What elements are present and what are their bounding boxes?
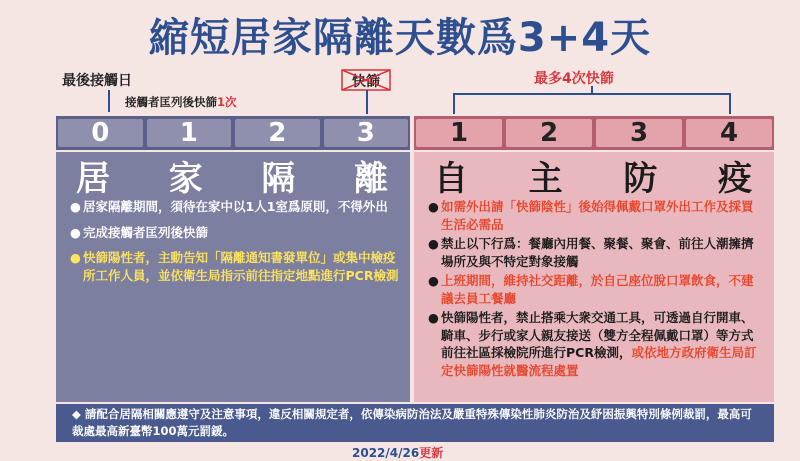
bullet-icon: ● <box>428 273 439 288</box>
item-text: 完成接觸者匡列後快篩 <box>83 224 209 240</box>
title-char: 自 <box>434 158 468 199</box>
item-text: 禁止以下行爲：餐廳內用餐、聚餐、聚會、前往人潮擁擠場所及與不特定對象接觸 <box>441 236 754 269</box>
last-contact-label: 最後接觸日 <box>62 73 132 89</box>
cross-out-icon <box>341 69 391 91</box>
contact-test-label <box>125 94 237 110</box>
bullet-icon: ● <box>428 236 439 251</box>
title-char: 主 <box>528 158 563 199</box>
home-isolation-list <box>56 198 410 284</box>
self-prevention-panel <box>414 152 774 402</box>
list-item <box>428 235 764 270</box>
day-cell: 3 <box>324 119 409 147</box>
item-text: 快篩陽性者，禁止搭乘大衆交通工具，可透過自行開車、騎車、步行或家人親友接送（雙方全程佩戴口罩）等方式前往社區採檢院所進行PCR檢測， <box>441 310 754 360</box>
home-isolation-title <box>56 152 410 198</box>
bullet-icon: ● <box>70 250 81 265</box>
max-tests-bracket <box>452 86 732 116</box>
title-char: 防 <box>623 158 658 199</box>
penalty-notice: ◆ 請配合居隔相關應遵守及注意事項，違反相關規定者，依傳染病防治法及嚴重特殊傳染性肺炎防治及紓困振興特別條例裁罰，最高可裁處最高新臺幣100萬元罰鍰。 <box>56 404 774 442</box>
item-text: 居家隔離期間，須待在家中以1人1室爲原則，不得外出 <box>83 199 388 214</box>
isolation-day-row <box>56 116 410 150</box>
day-cell: 1 <box>416 119 502 147</box>
update-label: 更新 <box>419 446 444 460</box>
contact-test-count: 1次 <box>217 95 237 109</box>
day-cell: 3 <box>596 119 682 147</box>
contact-test-prefix: 接觸者匡列後快篩 <box>125 95 217 109</box>
self-prevention-list <box>414 198 774 379</box>
list-item <box>428 272 764 307</box>
title-char: 疫 <box>717 158 752 199</box>
title-char: 居 <box>76 158 110 199</box>
title-char: 家 <box>168 158 203 199</box>
item-text: 上班期間，維持社交距離，於自己座位脫口罩飲食，不建議去員工餐廳 <box>441 273 754 306</box>
page-title: 縮短居家隔離天數爲3+4天 <box>148 15 652 61</box>
title-char: 離 <box>353 158 388 199</box>
bullet-icon: ● <box>70 199 81 214</box>
list-item <box>428 309 764 379</box>
item-text: 快篩陽性者，主動告知「隔離通知書發單位」或集中檢疫所工作人員，並依衛生局指示前往指定地點進行PCR檢測 <box>83 250 399 283</box>
day-cell: 2 <box>506 119 592 147</box>
update-date-text: 2022/4/26 <box>352 446 420 460</box>
title-char: 隔 <box>261 158 296 199</box>
day-cell: 4 <box>686 119 772 147</box>
self-prevention-title <box>414 152 774 198</box>
list-item <box>70 198 400 216</box>
item-text-highlight: 或依地方政府衛生局訂定快篩陽性就醫流程處置 <box>441 345 757 378</box>
list-item <box>428 198 764 233</box>
bullet-icon: ● <box>428 310 439 325</box>
last-contact-pointer <box>108 90 110 112</box>
day-cell: 2 <box>235 119 320 147</box>
day-cell: 1 <box>147 119 232 147</box>
max-tests-label: 最多4次快篩 <box>534 71 614 87</box>
home-isolation-panel <box>56 152 410 402</box>
list-item <box>70 249 400 284</box>
crossed-test-label: 快篩 <box>352 74 380 90</box>
crossed-test-box <box>341 69 391 91</box>
self-prevention-day-row <box>414 116 774 150</box>
item-text: 如需外出請「快篩陰性」後始得佩戴口罩外出工作及採買生活必需品 <box>441 199 754 232</box>
test-pointer <box>366 90 368 114</box>
bullet-icon: ● <box>428 199 439 214</box>
bullet-icon: ● <box>70 224 81 240</box>
update-date <box>352 444 443 461</box>
day-cell: 0 <box>58 119 143 147</box>
list-item <box>70 224 400 242</box>
